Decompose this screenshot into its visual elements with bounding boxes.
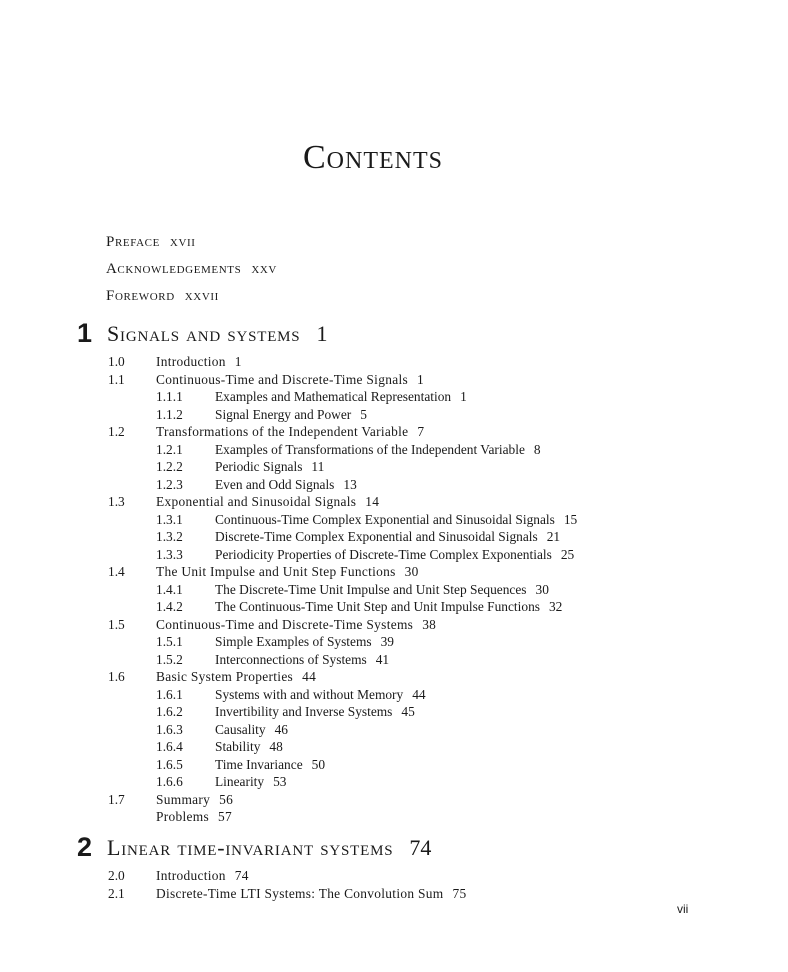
toc-entry-number: 1.0	[108, 354, 125, 369]
toc-entry-number: 1.5	[108, 616, 125, 632]
chapter-heading[interactable]	[107, 320, 327, 348]
toc-entry-text	[215, 476, 357, 494]
toc-entry-number: 1.3	[108, 494, 125, 509]
toc-entry-title: Time Invariance	[215, 756, 303, 772]
toc-entry-number: 1.2	[108, 424, 125, 439]
toc-entry-text	[156, 563, 419, 581]
toc-entry-number: 1.1.2	[156, 406, 183, 422]
toc-entry-text	[156, 493, 379, 511]
front-matter-acknowledgements[interactable]	[106, 260, 277, 278]
toc-entry-page: 44	[412, 686, 426, 702]
toc-entry-title: The Continuous-Time Unit Step and Unit Impulse Functions	[215, 599, 540, 614]
chapter-number: 1	[77, 318, 93, 348]
toc-entry-text	[156, 353, 242, 371]
front-matter-foreword[interactable]	[106, 287, 219, 305]
toc-entry-page: 46	[274, 721, 288, 737]
toc-entry-number: 1.6	[108, 669, 125, 684]
toc-entry-title: Systems with and without Memory	[215, 686, 404, 702]
toc-entry-text	[215, 581, 549, 599]
toc-entry-number: 1.3.1	[156, 511, 183, 527]
toc-entry-title: Linearity	[215, 774, 265, 789]
front-matter-label: Acknowledgements	[106, 261, 242, 277]
toc-entry-page: 5	[360, 406, 367, 422]
toc-entry-number: 1.2.2	[156, 459, 183, 474]
toc-entry-text	[156, 885, 466, 903]
toc-entry-number: 1.6.6	[156, 774, 183, 789]
toc-entry-page: 25	[560, 546, 575, 562]
toc-entry-text	[156, 668, 316, 686]
toc-entry-text	[215, 388, 467, 406]
toc-entry-title: Signal Energy and Power	[215, 406, 352, 422]
front-matter-label: Preface	[106, 234, 160, 250]
toc-entry-title: Causality	[215, 721, 266, 737]
toc-entry-text	[215, 528, 560, 546]
toc-entry-title: Discrete-Time Complex Exponential and Sinusoidal Signals	[215, 529, 538, 544]
toc-entry-page: 74	[234, 868, 249, 883]
toc-entry-title: Basic System Properties	[156, 669, 294, 684]
toc-entry-title: Examples and Mathematical Representation	[215, 389, 452, 404]
toc-entry-text	[215, 738, 283, 756]
front-matter-label: Foreword	[106, 288, 175, 304]
chapter-title: Linear time-invariant systems	[107, 835, 394, 860]
toc-entry-title: Invertibility and Inverse Systems	[215, 704, 393, 719]
toc-entry-text	[215, 721, 288, 739]
toc-entry-page: 53	[273, 774, 287, 789]
toc-entry-number: 1.3.2	[156, 529, 183, 544]
toc-entry-text	[215, 598, 562, 616]
toc-entry-text	[215, 686, 426, 704]
toc-entry-number: 1.1	[108, 371, 125, 387]
toc-entry-page: 44	[302, 669, 317, 684]
toc-entry-page: 1	[234, 354, 242, 369]
chapter-title: Signals and systems	[107, 321, 301, 346]
toc-entry-page: 39	[380, 634, 394, 649]
toc-entry-title: Periodic Signals	[215, 459, 303, 474]
toc-entry-number: 2.1	[108, 886, 125, 901]
toc-entry-page: 1	[416, 371, 424, 387]
toc-entry-text	[156, 371, 424, 389]
toc-entry-text	[215, 458, 324, 476]
page-title: Contents	[302, 139, 443, 176]
toc-entry-page: 57	[218, 809, 232, 824]
front-matter-preface[interactable]	[106, 233, 196, 251]
toc-entry-number: 2.0	[108, 868, 125, 883]
toc-entry-number: 1.5.1	[156, 634, 183, 649]
toc-entry-title: Examples of Transformations of the Independent Variable	[215, 441, 525, 457]
toc-entry-text	[156, 791, 233, 809]
toc-entry-page: 50	[311, 756, 326, 772]
toc-entry-page: 14	[365, 494, 380, 509]
toc-entry-number: 1.6.1	[156, 686, 183, 702]
toc-entry-text	[156, 867, 249, 885]
toc-entry-title: Exponential and Sinusoidal Signals	[156, 494, 357, 509]
chapter-heading[interactable]	[107, 834, 431, 862]
toc-entry-number: 1.7	[108, 791, 125, 807]
toc-entry-page: 30	[535, 581, 549, 597]
toc-entry-text	[156, 808, 232, 826]
toc-entry-title: Discrete-Time LTI Systems: The Convolution Sum	[156, 886, 444, 901]
toc-entry-title: Simple Examples of Systems	[215, 634, 372, 649]
toc-entry-text	[215, 773, 286, 791]
front-matter-page: xvii	[169, 234, 196, 250]
toc-entry-number: 1.3.3	[156, 546, 183, 562]
toc-entry-page: 32	[548, 599, 563, 614]
toc-entry-text	[215, 633, 394, 651]
page-folio: vii	[677, 902, 689, 916]
toc-entry-page: 45	[401, 704, 415, 719]
toc-entry-number: 1.6.3	[156, 721, 183, 737]
toc-entry-text	[215, 406, 367, 424]
toc-entry-number: 1.1.1	[156, 389, 183, 404]
toc-entry-number: 1.6.5	[156, 756, 183, 772]
toc-entry-page: 11	[311, 459, 325, 474]
front-matter-page: xxv	[251, 261, 277, 277]
chapter-page: 1	[316, 321, 328, 346]
toc-entry-text	[215, 756, 325, 774]
toc-entry-title: Even and Odd Signals	[215, 476, 335, 492]
toc-entry-page: 15	[563, 511, 578, 527]
toc-entry-page: 56	[219, 791, 234, 807]
toc-entry-number: 1.4.1	[156, 581, 183, 597]
toc-entry-page: 48	[269, 739, 283, 754]
toc-entry-text	[156, 423, 424, 441]
toc-entry-number: 1.4	[108, 564, 125, 579]
toc-entry-text	[215, 703, 415, 721]
toc-entry-text	[215, 441, 541, 459]
toc-entry-title: Transformations of the Independent Variable	[156, 424, 409, 439]
toc-entry-title: Continuous-Time and Discrete-Time Signals	[156, 371, 408, 387]
toc-entry-title: Periodicity Properties of Discrete-Time Complex Exponentials	[215, 546, 552, 562]
toc-entry-text	[215, 546, 574, 564]
toc-entry-title: Continuous-Time and Discrete-Time Systems	[156, 616, 414, 632]
toc-entry-number: 1.5.2	[156, 651, 183, 667]
toc-entry-page: 41	[375, 651, 390, 667]
chapter-page: 74	[409, 835, 432, 860]
toc-entry-number: 1.2.3	[156, 476, 183, 492]
toc-entry-text	[215, 651, 389, 669]
toc-entry-page: 30	[404, 564, 419, 579]
toc-entry-page: 7	[417, 424, 425, 439]
toc-entry-number: 1.4.2	[156, 599, 183, 614]
toc-entry-title: The Unit Impulse and Unit Step Functions	[156, 564, 396, 579]
toc-entry-title: Introduction	[156, 354, 226, 369]
toc-entry-text	[156, 616, 436, 634]
front-matter-page: xxvii	[184, 288, 219, 304]
toc-entry-title: Continuous-Time Complex Exponential and Sinusoidal Signals	[215, 511, 555, 527]
toc-entry-page: 8	[533, 441, 541, 457]
toc-entry-page: 1	[460, 389, 467, 404]
toc-entry-number: 1.6.4	[156, 739, 183, 754]
toc-entry-title: Problems	[156, 809, 209, 824]
toc-entry-number: 1.6.2	[156, 704, 183, 719]
toc-entry-title: Stability	[215, 739, 261, 754]
toc-entry-text	[215, 511, 577, 529]
toc-entry-page: 13	[343, 476, 357, 492]
chapter-number: 2	[77, 832, 93, 862]
toc-entry-title: Introduction	[156, 868, 226, 883]
toc-entry-number: 1.2.1	[156, 441, 183, 457]
toc-entry-page: 75	[452, 886, 467, 901]
toc-entry-page: 38	[422, 616, 437, 632]
toc-entry-title: Interconnections of Systems	[215, 651, 367, 667]
toc-entry-title: The Discrete-Time Unit Impulse and Unit Step Sequences	[215, 581, 527, 597]
toc-entry-title: Summary	[156, 791, 211, 807]
toc-entry-page: 21	[546, 529, 561, 544]
